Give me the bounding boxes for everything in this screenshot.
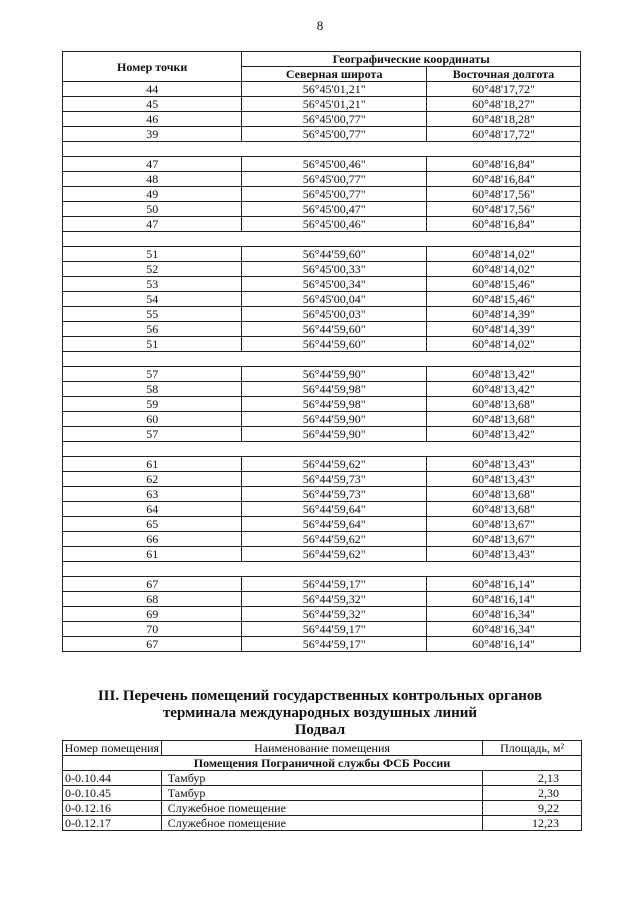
point-number-cell: 47	[63, 217, 242, 232]
north-latitude-cell: 56°44'59,17"	[242, 622, 427, 637]
point-number-cell: 44	[63, 82, 242, 97]
point-number-cell: 53	[63, 277, 242, 292]
coordinates-table	[62, 51, 581, 652]
table-row	[63, 397, 581, 412]
room-area-cell: 9,22	[483, 801, 582, 816]
north-latitude-cell: 56°45'00,77"	[242, 112, 427, 127]
point-number-cell: 67	[63, 577, 242, 592]
east-longitude-cell: 60°48'16,84"	[427, 217, 581, 232]
point-number-cell: 55	[63, 307, 242, 322]
east-longitude-cell: 60°48'16,84"	[427, 157, 581, 172]
room-name-cell: Тамбур	[161, 771, 483, 786]
table-row	[63, 801, 582, 816]
table-row	[63, 262, 581, 277]
point-number-cell: 62	[63, 472, 242, 487]
table-row	[63, 607, 581, 622]
point-number-cell: 58	[63, 382, 242, 397]
east-longitude-cell: 60°48'17,72"	[427, 127, 581, 142]
east-longitude-cell: 60°48'13,43"	[427, 547, 581, 562]
table-row	[63, 202, 581, 217]
room-name-cell: Тамбур	[161, 786, 483, 801]
east-longitude-cell: 60°48'16,34"	[427, 622, 581, 637]
north-latitude-cell: 56°45'00,33"	[242, 262, 427, 277]
east-longitude-cell: 60°48'13,68"	[427, 412, 581, 427]
north-latitude-cell: 56°44'59,98"	[242, 397, 427, 412]
section-title-line-3: Подвал	[294, 722, 346, 738]
point-number-cell: 49	[63, 187, 242, 202]
room-area-cell: 2,13	[483, 771, 582, 786]
north-latitude-cell: 56°44'59,60"	[242, 322, 427, 337]
point-number-cell: 63	[63, 487, 242, 502]
east-longitude-cell: 60°48'14,02"	[427, 337, 581, 352]
north-latitude-cell: 56°44'59,17"	[242, 577, 427, 592]
east-longitude-cell: 60°48'14,02"	[427, 247, 581, 262]
north-latitude-cell: 56°44'59,64"	[242, 502, 427, 517]
separator-cell	[63, 352, 581, 367]
north-latitude-cell: 56°45'00,46"	[242, 157, 427, 172]
north-latitude-cell: 56°44'59,17"	[242, 637, 427, 652]
table-row	[63, 217, 581, 232]
north-latitude-cell: 56°44'59,62"	[242, 457, 427, 472]
north-latitude-cell: 56°44'59,32"	[242, 592, 427, 607]
separator-cell	[63, 442, 581, 457]
table-row	[63, 292, 581, 307]
north-latitude-cell: 56°44'59,90"	[242, 412, 427, 427]
separator-cell	[63, 232, 581, 247]
table-row	[63, 622, 581, 637]
room-area-cell: 2,30	[483, 786, 582, 801]
table-row	[63, 457, 581, 472]
north-latitude-cell: 56°45'00,46"	[242, 217, 427, 232]
point-number-cell: 52	[63, 262, 242, 277]
room-number-cell: 0-0.10.44	[63, 771, 162, 786]
table-row	[63, 127, 581, 142]
section-title-line-2: терминала международных воздушных линий	[162, 705, 478, 721]
point-number-cell: 51	[63, 247, 242, 262]
point-number-cell: 47	[63, 157, 242, 172]
header-room-area: Площадь, м²	[483, 741, 582, 756]
east-longitude-cell: 60°48'13,68"	[427, 487, 581, 502]
table-row	[63, 322, 581, 337]
room-number-cell: 0-0.12.17	[63, 816, 162, 831]
north-latitude-cell: 56°44'59,73"	[242, 487, 427, 502]
east-longitude-cell: 60°48'13,42"	[427, 382, 581, 397]
table-row	[63, 367, 581, 382]
point-number-cell: 46	[63, 112, 242, 127]
room-area-cell: 12,23	[483, 816, 582, 831]
east-longitude-cell: 60°48'16,14"	[427, 592, 581, 607]
point-number-cell: 66	[63, 532, 242, 547]
north-latitude-cell: 56°44'59,98"	[242, 382, 427, 397]
table-row	[63, 487, 581, 502]
east-longitude-cell: 60°48'17,56"	[427, 187, 581, 202]
header-room-number: Номер помещения	[63, 741, 162, 756]
point-number-cell: 56	[63, 322, 242, 337]
north-latitude-cell: 56°45'01,21"	[242, 82, 427, 97]
point-number-cell: 54	[63, 292, 242, 307]
east-longitude-cell: 60°48'13,68"	[427, 502, 581, 517]
east-longitude-cell: 60°48'15,46"	[427, 292, 581, 307]
north-latitude-cell: 56°44'59,62"	[242, 532, 427, 547]
table-row	[63, 172, 581, 187]
east-longitude-cell: 60°48'17,72"	[427, 82, 581, 97]
room-name-cell: Служебное помещение	[161, 816, 483, 831]
section-title-line-1: III. Перечень помещений государственных контрольных органов	[97, 688, 543, 704]
point-number-cell: 60	[63, 412, 242, 427]
table-row	[63, 412, 581, 427]
point-number-cell: 51	[63, 337, 242, 352]
table-row	[63, 816, 582, 831]
north-latitude-cell: 56°45'00,77"	[242, 187, 427, 202]
separator-cell	[63, 562, 581, 577]
section-title	[0, 688, 640, 739]
east-longitude-cell: 60°48'17,56"	[427, 202, 581, 217]
table-row	[63, 247, 581, 262]
header-north-latitude: Северная широта	[242, 67, 427, 82]
north-latitude-cell: 56°44'59,32"	[242, 607, 427, 622]
point-number-cell: 70	[63, 622, 242, 637]
north-latitude-cell: 56°44'59,60"	[242, 247, 427, 262]
east-longitude-cell: 60°48'15,46"	[427, 277, 581, 292]
header-room-name: Наименование помещения	[161, 741, 483, 756]
group-title: Помещения Пограничной службы ФСБ России	[63, 756, 582, 771]
point-number-cell: 61	[63, 457, 242, 472]
east-longitude-cell: 60°48'16,84"	[427, 172, 581, 187]
east-longitude-cell: 60°48'16,34"	[427, 607, 581, 622]
room-number-cell: 0-0.10.45	[63, 786, 162, 801]
east-longitude-cell: 60°48'14,02"	[427, 262, 581, 277]
table-row	[63, 187, 581, 202]
north-latitude-cell: 56°45'00,03"	[242, 307, 427, 322]
header-point-number: Номер точки	[63, 52, 242, 82]
north-latitude-cell: 56°44'59,64"	[242, 517, 427, 532]
table-row	[63, 547, 581, 562]
table-row	[63, 277, 581, 292]
point-number-cell: 61	[63, 547, 242, 562]
table-row	[63, 112, 581, 127]
north-latitude-cell: 56°44'59,60"	[242, 337, 427, 352]
point-number-cell: 39	[63, 127, 242, 142]
header-east-longitude: Восточная долгота	[427, 67, 581, 82]
table-row	[63, 517, 581, 532]
east-longitude-cell: 60°48'13,42"	[427, 367, 581, 382]
rooms-table	[62, 740, 582, 831]
north-latitude-cell: 56°45'00,77"	[242, 127, 427, 142]
point-number-cell: 59	[63, 397, 242, 412]
table-row	[63, 771, 582, 786]
header-geo-coordinates: Географические координаты	[242, 52, 581, 67]
east-longitude-cell: 60°48'14,39"	[427, 307, 581, 322]
point-number-cell: 57	[63, 427, 242, 442]
east-longitude-cell: 60°48'16,14"	[427, 577, 581, 592]
table-row	[63, 337, 581, 352]
north-latitude-cell: 56°45'00,34"	[242, 277, 427, 292]
east-longitude-cell: 60°48'13,67"	[427, 517, 581, 532]
table-row	[63, 472, 581, 487]
north-latitude-cell: 56°44'59,62"	[242, 547, 427, 562]
point-number-cell: 45	[63, 97, 242, 112]
group-row	[63, 756, 582, 771]
east-longitude-cell: 60°48'13,42"	[427, 427, 581, 442]
table-row	[63, 307, 581, 322]
east-longitude-cell: 60°48'18,27"	[427, 97, 581, 112]
point-number-cell: 64	[63, 502, 242, 517]
table-row	[63, 577, 581, 592]
separator-cell	[63, 142, 581, 157]
east-longitude-cell: 60°48'13,67"	[427, 532, 581, 547]
east-longitude-cell: 60°48'13,68"	[427, 397, 581, 412]
north-latitude-cell: 56°45'00,47"	[242, 202, 427, 217]
east-longitude-cell: 60°48'14,39"	[427, 322, 581, 337]
point-number-cell: 68	[63, 592, 242, 607]
north-latitude-cell: 56°45'01,21"	[242, 97, 427, 112]
north-latitude-cell: 56°45'00,77"	[242, 172, 427, 187]
point-number-cell: 48	[63, 172, 242, 187]
table-row	[63, 82, 581, 97]
east-longitude-cell: 60°48'13,43"	[427, 472, 581, 487]
group-separator-row	[63, 232, 581, 247]
point-number-cell: 57	[63, 367, 242, 382]
north-latitude-cell: 56°45'00,04"	[242, 292, 427, 307]
table-row	[63, 502, 581, 517]
page-number: 8	[316, 18, 324, 33]
group-separator-row	[63, 562, 581, 577]
table-row	[63, 786, 582, 801]
group-separator-row	[63, 442, 581, 457]
point-number-cell: 50	[63, 202, 242, 217]
point-number-cell: 67	[63, 637, 242, 652]
room-number-cell: 0-0.12.16	[63, 801, 162, 816]
room-name-cell: Служебное помещение	[161, 801, 483, 816]
table-row	[63, 637, 581, 652]
table-row	[63, 97, 581, 112]
north-latitude-cell: 56°44'59,90"	[242, 427, 427, 442]
table-row	[63, 427, 581, 442]
point-number-cell: 65	[63, 517, 242, 532]
north-latitude-cell: 56°44'59,73"	[242, 472, 427, 487]
east-longitude-cell: 60°48'18,28"	[427, 112, 581, 127]
point-number-cell: 69	[63, 607, 242, 622]
east-longitude-cell: 60°48'16,14"	[427, 637, 581, 652]
east-longitude-cell: 60°48'13,43"	[427, 457, 581, 472]
table-row	[63, 592, 581, 607]
group-separator-row	[63, 142, 581, 157]
table-row	[63, 157, 581, 172]
table-row	[63, 532, 581, 547]
group-separator-row	[63, 352, 581, 367]
table-row	[63, 382, 581, 397]
north-latitude-cell: 56°44'59,90"	[242, 367, 427, 382]
